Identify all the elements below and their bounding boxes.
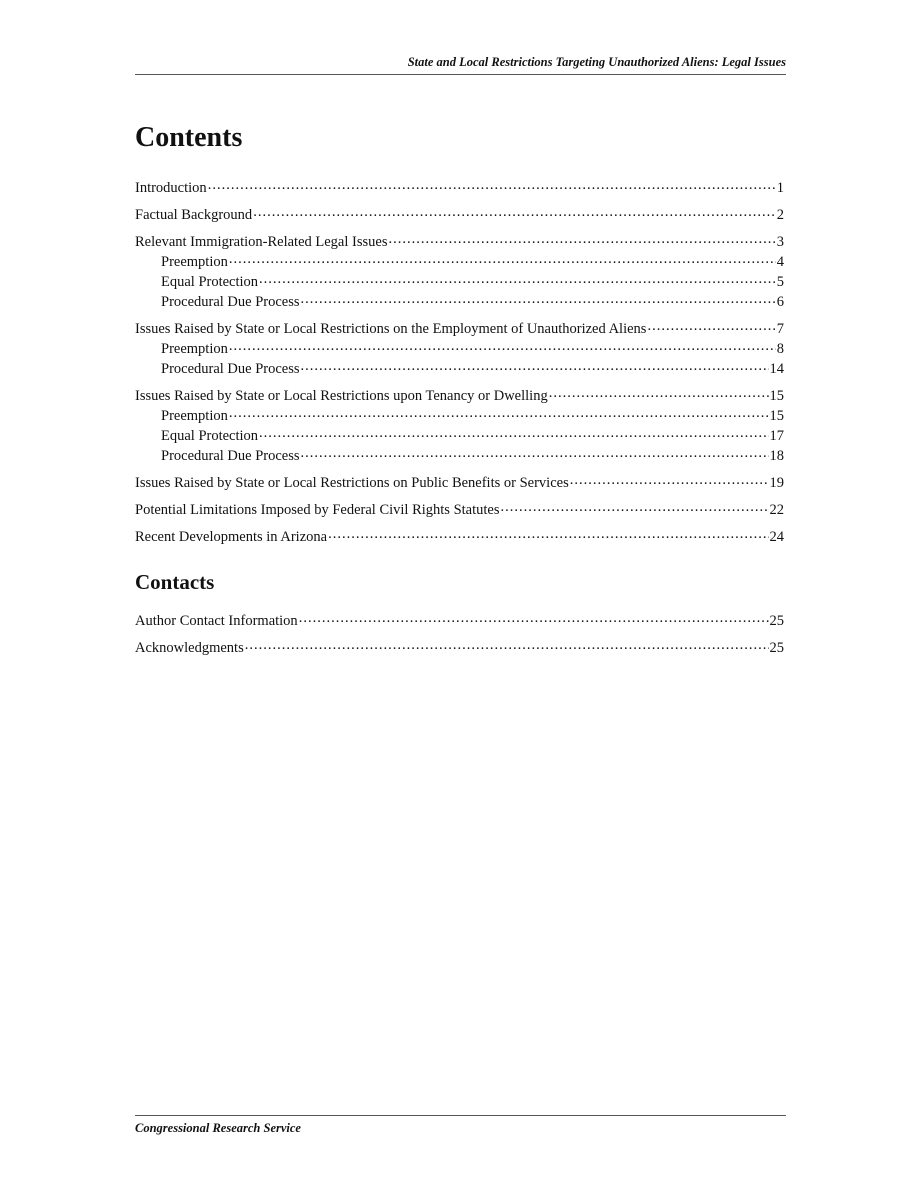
toc-entry-page: 18 [769, 448, 784, 464]
toc-entry-civil-rights-statutes[interactable] [135, 500, 784, 519]
dot-leader [229, 406, 769, 420]
toc-entry-legal-issues[interactable] [135, 232, 784, 251]
dot-leader [647, 319, 775, 333]
toc-subentry-preemption[interactable] [135, 339, 784, 358]
dot-leader [549, 386, 769, 400]
contacts-list [135, 611, 784, 657]
dot-leader [245, 638, 769, 652]
contacts-heading: Contacts [135, 570, 215, 594]
dot-leader [301, 359, 769, 373]
running-footer: Congressional Research Service [135, 1115, 786, 1136]
toc-entry-title: Preemption [161, 408, 228, 424]
toc-entry-page: 2 [776, 207, 784, 223]
toc-entry-title: Equal Protection [161, 274, 259, 290]
toc-entry-introduction[interactable] [135, 178, 784, 197]
toc-entry-tenancy-restrictions[interactable] [135, 386, 784, 405]
toc-subentry-preemption[interactable] [135, 252, 784, 271]
dot-leader [229, 252, 776, 266]
toc-entry-page: 15 [769, 408, 784, 424]
toc-entry-page: 17 [769, 428, 784, 444]
toc-entry-page: 6 [776, 294, 784, 310]
toc-entry-page: 25 [769, 613, 784, 629]
toc-entry-title: Issues Raised by State or Local Restrictions upon Tenancy or Dwelling [135, 388, 548, 404]
running-header: State and Local Restrictions Targeting Unauthorized Aliens: Legal Issues [135, 55, 786, 75]
toc-entry-author-contact[interactable] [135, 611, 784, 630]
toc-subentry-equal-protection[interactable] [135, 272, 784, 291]
toc-entry-factual-background[interactable] [135, 205, 784, 224]
toc-entry-title: Preemption [161, 341, 228, 357]
contents-heading: Contents [135, 122, 243, 153]
toc-entry-title: Factual Background [135, 207, 253, 223]
toc-subentry-procedural-due-process[interactable] [135, 446, 784, 465]
toc-entry-page: 3 [776, 234, 784, 250]
dot-leader [208, 178, 776, 192]
dot-leader [259, 272, 776, 286]
toc-entry-page: 25 [769, 640, 784, 656]
toc-entry-title: Procedural Due Process [161, 361, 300, 377]
toc-entry-page: 1 [776, 180, 784, 196]
toc-entry-title: Recent Developments in Arizona [135, 529, 328, 545]
dot-leader [301, 446, 769, 460]
toc-entry-title: Author Contact Information [135, 613, 298, 629]
toc-entry-page: 24 [769, 529, 784, 545]
toc-entry-title: Issues Raised by State or Local Restrictions on the Employment of Unauthorized Aliens [135, 321, 647, 337]
toc-entry-page: 15 [769, 388, 784, 404]
toc-entry-title: Issues Raised by State or Local Restrictions on Public Benefits or Services [135, 475, 569, 491]
toc-subentry-preemption[interactable] [135, 406, 784, 425]
toc-entry-title: Potential Limitations Imposed by Federal Civil Rights Statutes [135, 502, 500, 518]
toc-subentry-equal-protection[interactable] [135, 426, 784, 445]
toc-entry-page: 4 [776, 254, 784, 270]
dot-leader [229, 339, 776, 353]
toc-entry-title: Procedural Due Process [161, 294, 300, 310]
dot-leader [388, 232, 775, 246]
toc-entry-arizona[interactable] [135, 527, 784, 546]
toc-entry-public-benefits[interactable] [135, 473, 784, 492]
toc-entry-page: 7 [776, 321, 784, 337]
toc-entry-page: 8 [776, 341, 784, 357]
toc-entry-title: Acknowledgments [135, 640, 244, 656]
toc-entry-page: 19 [769, 475, 784, 491]
toc-entry-title: Preemption [161, 254, 228, 270]
toc-entry-title: Introduction [135, 180, 207, 196]
dot-leader [328, 527, 768, 541]
toc-entry-title: Equal Protection [161, 428, 259, 444]
dot-leader [299, 611, 769, 625]
dot-leader [259, 426, 768, 440]
dot-leader [253, 205, 776, 219]
dot-leader [570, 473, 769, 487]
toc-entry-acknowledgments[interactable] [135, 638, 784, 657]
toc-entry-page: 22 [769, 502, 784, 518]
dot-leader [501, 500, 769, 514]
table-of-contents [135, 178, 784, 546]
toc-entry-title: Procedural Due Process [161, 448, 300, 464]
toc-subentry-procedural-due-process[interactable] [135, 292, 784, 311]
dot-leader [301, 292, 776, 306]
toc-entry-page: 14 [769, 361, 784, 377]
toc-entry-page: 5 [776, 274, 784, 290]
toc-subentry-procedural-due-process[interactable] [135, 359, 784, 378]
toc-entry-employment-restrictions[interactable] [135, 319, 784, 338]
toc-entry-title: Relevant Immigration-Related Legal Issues [135, 234, 388, 250]
